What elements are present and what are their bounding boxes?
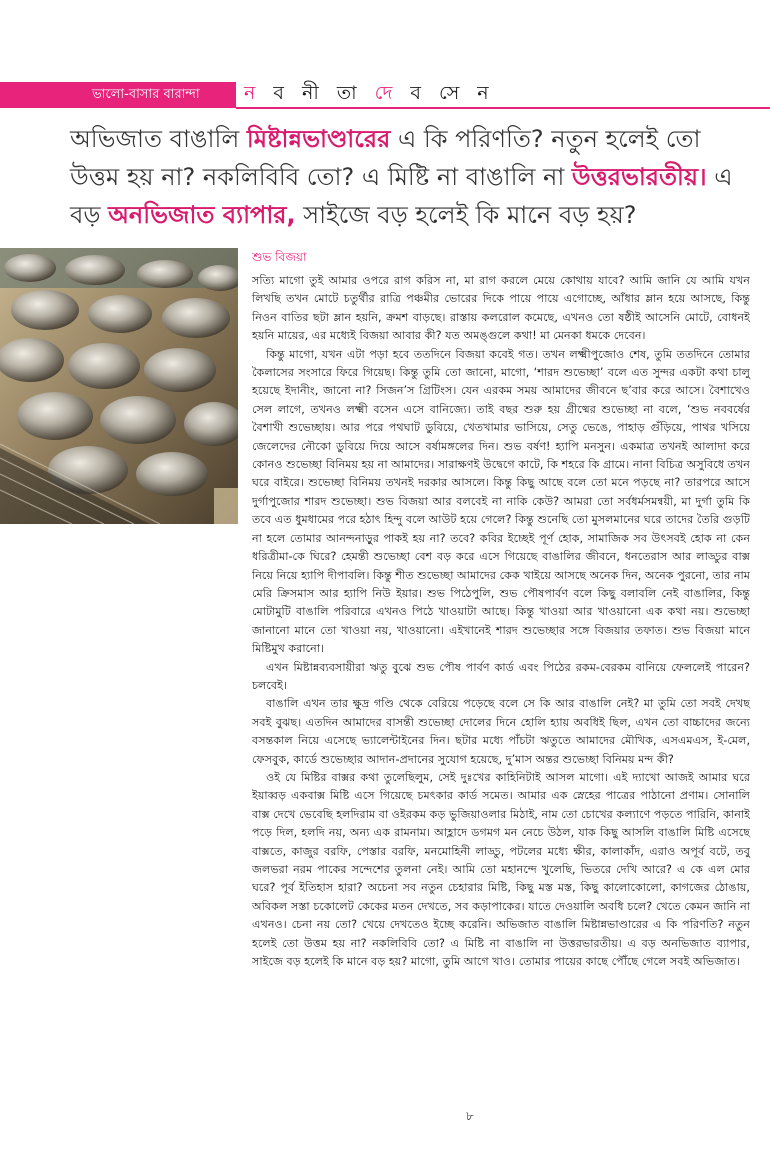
body-paragraph: কিন্তু মাগো, যখন এটা পড়া হবে ততদিনে বিজয়া কবেই গত। তখন লক্ষ্মীপুজোও শেষ, তুমি ততদিনে তোমার কৈলাসের সংসারে ফিরে গিয়েছ। কিন্তু তুমি তো জানো, মাগো, ‘শারদ শুভেচ্ছা’ বলে এত সুন্দর একটা কথা চালু হয়েছে ইদানীং, জানো না? সিজন’স গ্রিটিংস। যেন এরকম সময় আমাদের জীবনে ছ’বার করে আসে। বৈশাখেও সেল লাগে, তখনও লক্ষ্মী বসেন এসে বানিজ্যে। তাই বছর শুরু হয় গ্রীষ্মের শুভেচ্ছা না বলে, ‘শুভ নববর্ষের বৈশাখী শুভেচ্ছায়। আর পরে পথঘাট ডুবিয়ে, খেতখামার ভাসিয়ে, সেতু ভেঙে, পাহাড় গুঁড়িয়ে, পাথর খসিয়ে জেলেদের নৌকো ডুবিয়ে দিয়ে আসে বর্ষামঙ্গলের দিন। শুভ বর্ষণ! হ্যাপি মনসুন। একমাত্র তখনই আলাদা করে কোনও শুভেচ্ছা বিনিময় হয় না আমাদের। সারাক্ষণই উদ্বেগে কাটে, কি শহরে কি গ্রামে। নানা বিচিত্র অসুবিধে তখন ঘরে বাইরে। শুভেচ্ছা বিনিময় তখনই দরকার আসলে। কিন্তু কিছু আছে বলে তো মনে পড়ছে না? তারপরে আসে দুর্গাপুজোর শারদ শুভেচ্ছা। শুভ বিজয়া আর বলবেই না নাকি কেউ? আমরা তো সর্বধর্মসমন্বয়ী, মা দুর্গা তুমি কি তবে এত ধুমধামের পরে হঠাৎ হিন্দু বলে আউট হয়ে গেলে? কিন্তু শুনেছি তো মুসলমানের ঘরে তাদের তৈরি গুড়টি না হলে তোমার আনন্দনাড়ুর পাকই হয় না? তবে? কবির ইচ্ছেই পূর্ণ হোক, সামাজিক সব উৎসবই হোক না কেন ধরিত্রীমা-কে ঘিরে? হেমন্তী শুভেচ্ছা বেশ বড় করে এসে গিয়েছে বাঙালির জীবনে, ধনতেরাস আর লাড্ডুর বাক্স নিয়ে নিয়ে হ্যাপি দীপাবলি। কিন্তু শীত শুভেচ্ছা আমাদের কেক খাইয়ে আসছে অনেক দিন, অনেক পুরনো, তার নাম মেরি ক্রিসমাস আর হ্যাপি নিউ ইয়ার। শুভ পিঠেপুলি, শুভ পৌষপার্বণ বলে কিছু বলাবলি নেই বাঙালির, কিন্তু মোটামুটি বাঙালি পরিবারে এখনও পিঠে খাওয়াটা আছে। কিন্তু খাওয়া আর খাওয়ানো এক কথা নয়। শুভেচ্ছা জানানো মানে তো খাওয়া নয়, খাওয়ানো। এইখানেই শারদ শুভেচ্ছার সঙ্গে বিজয়ার তফাত। শুভ বিজয়া মানে মিষ্টিমুখ করানো। <box>252 347 750 656</box>
author-name-part1: ব নী তা <box>261 82 375 104</box>
body-paragraph: বাঙালি এখন তার ক্ষুদ্র গণ্ডি থেকে বেরিয়ে পড়েছে বলে সে কি আর বাঙালি নেই? মা তুমি তো সবই দেখছ সবই বুঝছ। এতদিন আমাদের বাসন্তী শুভেচ্ছা দোলের দিনে হোলি হ্যায় অবধিই ছিল, এখন তো বাচ্চাদের জন্যে বসন্তকাল নিয়ে এসেছে ভ্যালেন্টাইনের দিন। ছটার মধ্যে পাঁচটা ঋতুতে আমাদের মৌখিক, এসএমএস, ই-মেল, ফেসবুক, কার্ডে শুভেচ্ছার আদান-প্রদানের সুযোগ হয়েছে, দু’মাস অন্তর শুভেচ্ছা বিনিময় মন্দ কী? <box>252 697 750 766</box>
article-headline <box>70 120 750 234</box>
article-body <box>252 272 750 971</box>
headline-part: অভিজাত বাঙালি <box>70 125 247 153</box>
section-label: ভালো-বাসার বারান্দা <box>92 87 200 102</box>
body-paragraph: এখন মিষ্টান্নব্যবসায়ীরা ঋতু বুঝে শুভ পৌষ পার্বণ কার্ড এবং পিঠের রকম-বেরকম বানিয়ে ফেললেই পারেন? চলবেই। <box>252 660 750 692</box>
headline-part: এ বড় <box>70 163 733 229</box>
headline-highlight: অনভিজাত ব্যাপার, <box>108 201 296 229</box>
author-name <box>244 80 495 106</box>
author-initial: ন <box>244 82 262 104</box>
sweets-photo <box>0 248 238 524</box>
headline-part: এ কি পরিণতি? নতুন হলেই তো উত্তম হয় না? নকলিবিবি তো? এ মিষ্টি না বাঙালি না <box>70 125 701 191</box>
body-paragraph: ওই যে মিষ্টির বাক্সর কথা তুলেছিলুম, সেই দুঃখের কাহিনিটাই আসল মাগো। এই দ্যাখো আজই আমার ঘরে ইয়াব্বড় একবাক্স মিষ্টি এসে গিয়েছে চমৎকার কার্ড সমেত। আমার এক স্নেহের পাত্রের পাঠানো প্রণাম। সোনালি বাক্স দেখে ভেবেছি হলদিরাম বা ওইরকম কড় ভুজিয়াওলার মিঠাই, নাম তো চোখের কল্যাণে পড়তে পারিনি, কানাই পড়ে দিল, হলদি নয়, অন্য এক রামনাম। আহ্লাদে ডগমগ মন নেচে উঠল, যাক কিছু আসলি বাঙালি মিষ্টি এসেছে বাক্সতে, কাজুর বরফি, পেস্তার বরফি, মনমোহিনী লাড্ডু, পটলের মধ্যে ক্ষীর, কালাকাঁদ, এরাও অপূর্ব বটে, তবু জলভরা নরম পাকের সন্দেশের তুলনা নেই। আমি তো মহানন্দে খুলেছি, ভিতরে দেখি আরে? এ কে এল মোর ঘরে? পূর্ব ইতিহাস হারা? অচেনা সব নতুন চেহারার মিষ্টি, কিছু মস্ত মস্ত, কিছু কালোকোলো, কাগজের ঠোঙায়, অবিকল সস্তা চকোলেট কেকের মতন দেখতে, সব কড়াপাকের। যাতে দেওয়ালি অবধি চলে? খেতে কেমন জানি না এখনও। চেনা নয় তো? খেয়ে দেখতেও ইচ্ছে করেনি। অভিজাত বাঙালি মিষ্টান্নভাণ্ডারের এ কি পরিণতি? নতুন হলেই তো উত্তম হয় না? নকলিবিবি তো? এ মিষ্টি না বাঙালি না উত্তরভারতীয়। এ বড় অনভিজাত ব্যাপার, সাইজে বড় হলেই কি মানে বড় হয়? মাগো, তুমি আগে খাও। তোমার পায়ের কাছে পৌঁছে গেলে সবই অভিজাত। <box>252 770 750 969</box>
sweets-photo-illustration <box>0 248 238 524</box>
page-number: ৮ <box>466 1109 474 1123</box>
author-name-part2: ব সে ন <box>398 82 495 104</box>
article-byline: শুভ বিজয়া <box>252 250 307 264</box>
headline-part: সাইজে বড় হলেই কি মানে বড় হয়? <box>295 201 637 229</box>
headline-highlight: উত্তরভারতীয়। <box>571 163 707 191</box>
headline-highlight: মিষ্টান্নভাণ্ডারের <box>246 125 391 153</box>
body-paragraph: সত্যি মাগো তুই আমার ওপরে রাগ করিস না, মা রাগ করলে মেয়ে কোথায় যাবে? আমি জানি যে আমি যখন লিখছি তখন মোটে চতুর্থীর রাত্রি পঞ্চমীর ভোরের দিকে পায়ে পায়ে এগোচ্ছে, আঁধার ম্লান হয়ে আসছে, কিন্তু নিওন বাতির ছটা ম্লান হয়নি, ক্রমশ বাড়ছে। রাস্তায় কলরোল কমেছে, এখনও তো ষষ্ঠীই আসেনি মোটে, বোধনই হয়নি মায়ের, এর মধ্যেই বিজয়া আবার কী? যত অমঙ্গুলে কথা! মা মেনকা ধমকে দেবেন। <box>252 274 750 343</box>
header-rule <box>236 107 770 109</box>
author-initial-2: দে <box>374 82 399 104</box>
